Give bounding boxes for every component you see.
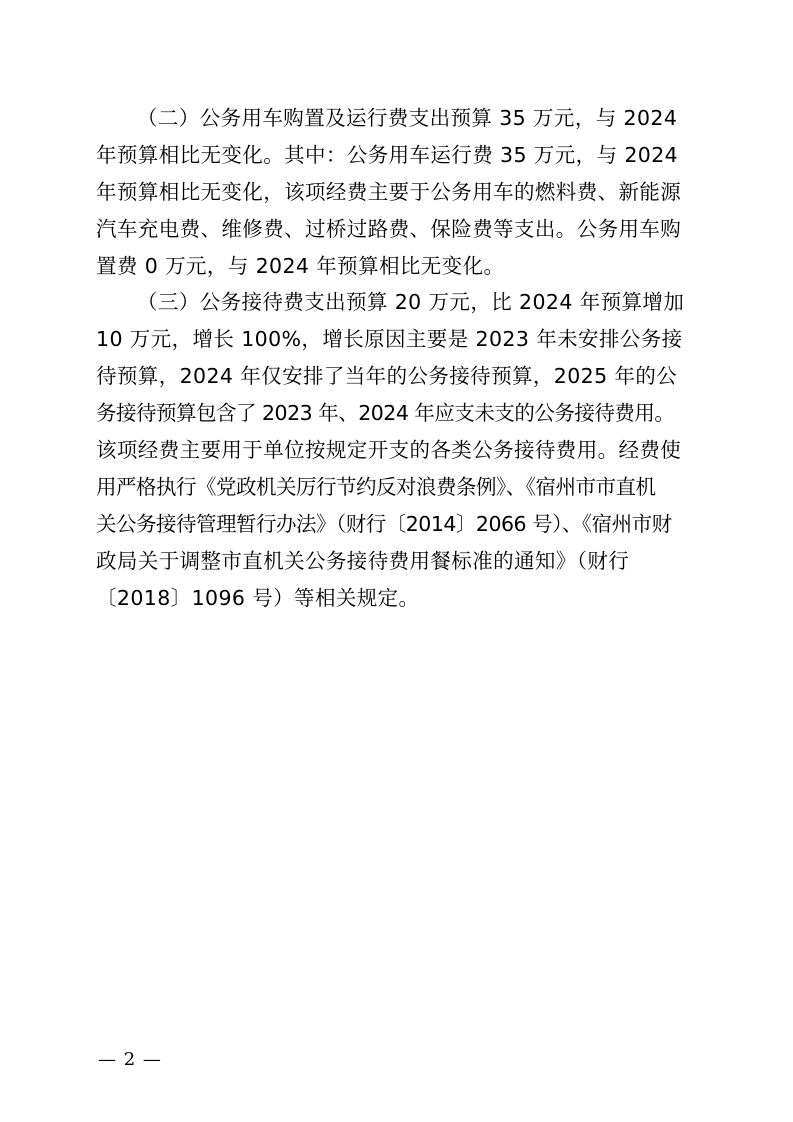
paragraph-line: 待预算，2024 年仅安排了当年的公务接待预算，2025 年的公 (96, 364, 678, 389)
paragraph-line: 置费 0 万元，与 2024 年预算相比无变化。 (96, 253, 505, 278)
paragraph-line: （二）公务用车购置及运行费支出预算 35 万元，与 2024 (137, 106, 678, 130)
paragraph-line: 10 万元，增长 100%，增长原因主要是 2023 年未安排公务接 (96, 327, 683, 352)
body-text (96, 100, 696, 616)
paragraph-line: 关公务接待管理暂行办法》（财行〔2014〕2066 号）、《宿州市财 (96, 511, 672, 536)
paragraph-line: （三）公务接待费支出预算 20 万元，比 2024 年预算增加 (137, 290, 685, 315)
paragraph-line: 政局关于调整市直机关公务接待费用餐标准的通知》（财行 (96, 548, 630, 573)
paragraph-line: 汽车充电费、维修费、过桥过路费、保险费等支出。公务用车购 (96, 216, 682, 241)
page-number: — 2 — (98, 1049, 162, 1070)
paragraph-line: 该项经费主要用于单位按规定开支的各类公务接待费用。经费使 (96, 438, 682, 463)
paragraph-line: 〔2018〕1096 号）等相关规定。 (96, 585, 420, 610)
paragraph-line: 用严格执行《党政机关厉行节约反对浪费条例》、《宿州市市直机 (96, 474, 656, 499)
paragraph-line: 年预算相比无变化，该项经费主要于公务用车的燃料费、新能源 (96, 179, 682, 204)
paragraph-line: 年预算相比无变化。其中：公务用车运行费 35 万元，与 2024 (96, 142, 679, 167)
paragraph-line: 务接待预算包含了 2023 年、2024 年应支未支的公务接待费用。 (96, 401, 675, 426)
